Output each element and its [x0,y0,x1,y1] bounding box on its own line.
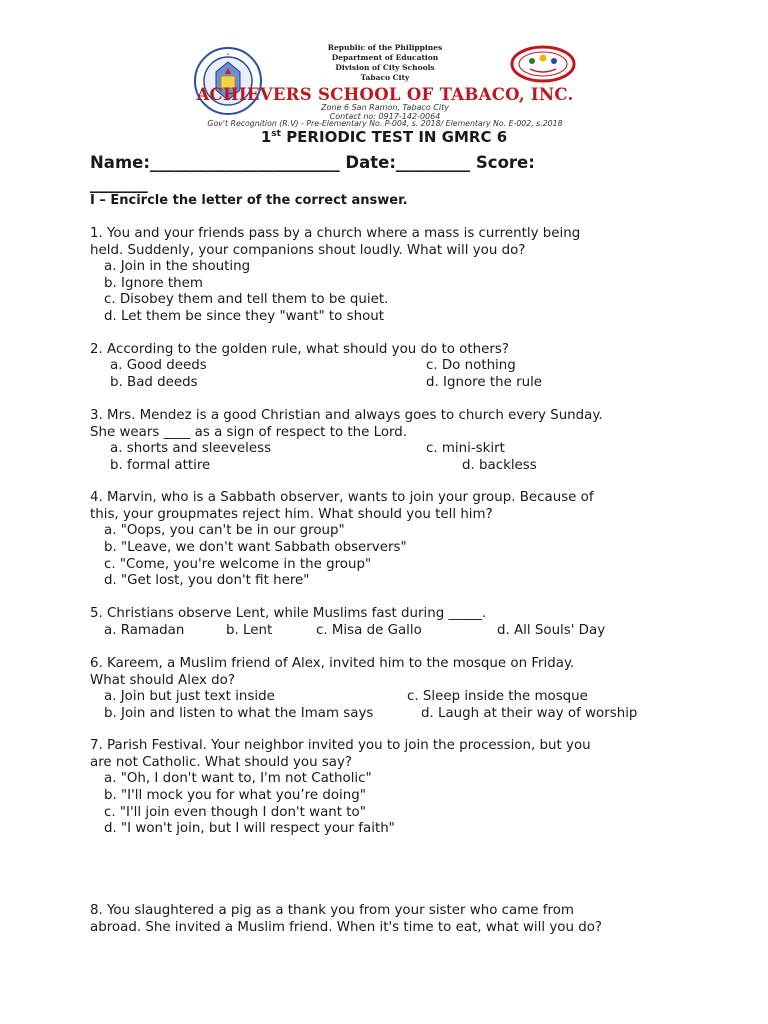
title-text: PERIODIC TEST IN GMRC 6 [280,128,508,146]
question-text: this, your groupmates reject him. What should you tell him? [90,506,493,522]
address-line: Zone 6 San Ramon, Tabaco City [321,103,449,112]
answer-option[interactable]: d. Let them be since they "want" to shout [104,309,385,324]
answer-option[interactable]: a. Join but just text inside [104,689,275,704]
question-1 [90,226,690,259]
answer-option[interactable]: a. "Oh, I don't want to, I'm not Catholic" [104,771,372,786]
answer-option[interactable]: d. Ignore the rule [426,375,543,390]
school-header [0,0,768,130]
title-ordinal: 1 [260,128,272,146]
question-text: abroad. She invited a Muslim friend. When it's time to eat, what will you do? [90,919,602,935]
school-name: ACHIEVERS SCHOOL OF TABACO, INC. [196,85,574,104]
question-text: What should Alex do? [90,672,235,688]
answer-option[interactable]: c. "Come, you're welcome in the group" [104,557,372,572]
answer-option[interactable]: c. Do nothing [426,358,516,373]
answer-option[interactable]: a. Good deeds [110,358,207,373]
question-text: 2. According to the golden rule, what should you do to others? [90,342,509,357]
answer-option[interactable]: d. All Souls' Day [497,623,606,638]
answer-option[interactable]: b. Lent [226,623,273,638]
question-text: 6. Kareem, a Muslim friend of Alex, invited him to the mosque on Friday. [90,656,575,671]
gov-line: Division of City Schools [335,63,435,72]
answer-option[interactable]: b. Ignore them [104,276,203,291]
question-4 [90,490,690,523]
answer-option[interactable]: d. backless [462,458,537,473]
answer-option[interactable]: c. Disobey them and tell them to be quiet. [104,292,389,307]
student-info-fields[interactable]: Name:_______________________ Date:_________ Score: [90,153,535,172]
question-7 [90,738,690,771]
question-text: held. Suddenly, your companions shout loudly. What will you do? [90,242,526,258]
answer-option[interactable]: c. Misa de Gallo [316,623,422,638]
answer-option[interactable]: a. Join in the shouting [104,259,251,274]
question-text: are not Catholic. What should you say? [90,754,353,770]
question-text: 3. Mrs. Mendez is a good Christian and always goes to church every Sunday. [90,408,603,423]
answer-option[interactable]: b. formal attire [110,458,211,473]
contact-line: Contact no: 0917-142-0064 [329,112,441,121]
question-6 [90,656,690,689]
question-text: 4. Marvin, who is a Sabbath observer, wants to join your group. Because of [90,490,594,505]
answer-option[interactable]: a. "Oops, you can't be in our group" [104,523,345,538]
question-8 [90,903,690,936]
question-text: 5. Christians observe Lent, while Muslims fast during _____. [90,606,487,621]
recognition-line: Gov't Recognition (R.V) - Pre-Elementary No. P-004, s. 2018/ Elementary No. E-002, s.2018 [207,119,563,128]
title-ordinal-suffix: st [271,129,281,139]
answer-option[interactable]: b. Join and listen to what the Imam says [104,706,374,721]
section-instruction: I – Encircle the letter of the correct answer. [90,193,408,208]
gov-line: Department of Education [331,53,439,62]
school-seal-icon [510,45,576,83]
answer-option[interactable]: c. mini-skirt [426,441,505,456]
test-title [0,128,768,146]
answer-option[interactable]: a. shorts and sleeveless [110,441,272,456]
answer-option[interactable]: b. Bad deeds [110,375,198,390]
answer-option[interactable]: d. "I won't join, but I will respect your faith" [104,821,395,836]
answer-option[interactable]: b. "I'll mock you for what you’re doing" [104,788,366,803]
government-heading [300,43,470,83]
question-text: 7. Parish Festival. Your neighbor invited you to join the procession, but you [90,738,591,753]
question-text: 8. You slaughtered a pig as a thank you from your sister who came from [90,903,574,918]
answer-option[interactable]: a. Ramadan [104,623,185,638]
question-5 [90,606,690,623]
score-blank[interactable]: _______ [90,174,148,193]
gov-line: Republic of the Philippines [327,43,443,52]
question-2 [90,342,690,359]
question-text: 1. You and your friends pass by a church where a mass is currently being [90,226,581,241]
answer-option[interactable]: c. Sleep inside the mosque [407,689,588,704]
gov-line: Tabaco City [360,73,410,82]
question-3 [90,408,690,441]
question-text: She wears ____ as a sign of respect to the Lord. [90,424,408,440]
answer-option[interactable]: d. Laugh at their way of worship [421,706,638,721]
answer-option[interactable]: c. "I'll join even though I don't want to" [104,805,366,820]
answer-option[interactable]: d. "Get lost, you don't fit here" [104,573,310,588]
answer-option[interactable]: b. "Leave, we don't want Sabbath observers" [104,540,407,555]
svg-text:•: • [226,52,230,58]
